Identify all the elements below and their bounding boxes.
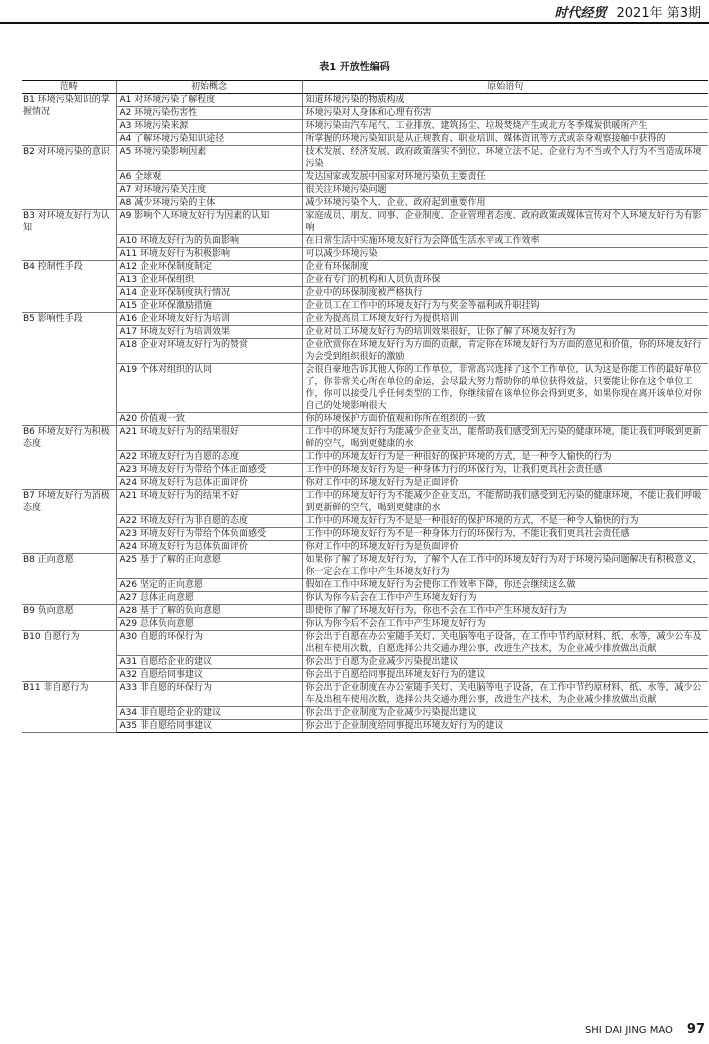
journal-brand: 时代经贸 — [554, 6, 607, 21]
table-row — [22, 300, 708, 313]
concept-cell: A11 环境友好行为积极影响 — [116, 248, 302, 261]
table-row — [22, 528, 708, 541]
sentence-cell: 你会出于企业制度在办公室随手关灯、关电脑等电子设备，在工作中节约原材料、纸、水等，减少公车及出租车使用次数，选择公共交通办理公事，改进生产技术，为企业减少排放做出贡献 — [302, 682, 708, 707]
sentence-cell: 你会出于企业制度给同事提出环境友好行为的建议 — [302, 720, 708, 733]
table-row — [22, 339, 708, 364]
table-row — [22, 720, 708, 733]
table-row — [22, 210, 708, 235]
category-cell: B2 对环境污染的意识 — [22, 146, 116, 210]
concept-cell: A33 非自愿的环保行为 — [116, 682, 302, 707]
table-row — [22, 133, 708, 146]
concept-cell: A14 企业环保制度执行情况 — [116, 287, 302, 300]
concept-cell: A10 环境友好行为的负面影响 — [116, 235, 302, 248]
category-cell: B4 控制性手段 — [22, 261, 116, 313]
concept-cell: A2 环境污染伤害性 — [116, 107, 302, 120]
sentence-cell: 企业员工在工作中的环境友好行为与奖金等福利或升职挂钩 — [302, 300, 708, 313]
sentence-cell: 企业对员工环境友好行为的培训效果很好，让你了解了环境友好行为 — [302, 326, 708, 339]
table-row — [22, 707, 708, 720]
footer-journal: SHI DAI JING MAO — [584, 1025, 673, 1036]
sentence-cell: 如果你了解了环境友好行为，了解个人在工作中的环境友好行为对于环境污染问题解决有积极意义，你一定会在工作中产生环境友好行为 — [302, 554, 708, 579]
table-row — [22, 554, 708, 579]
table-row — [22, 451, 708, 464]
sentence-cell: 你的环境保护方面价值观和你所在组织的一致 — [302, 413, 708, 426]
sentence-cell: 知道环境污染的物质构成 — [302, 94, 708, 107]
concept-cell: A28 基于了解的负向意愿 — [116, 605, 302, 618]
table-row — [22, 605, 708, 618]
concept-cell: A16 企业环境友好行为培训 — [116, 313, 302, 326]
concept-cell: A17 环境友好行为培训效果 — [116, 326, 302, 339]
table-row — [22, 541, 708, 554]
sentence-cell: 工作中的环境友好行为不是一种身体力行的环保行为，不能让我们更具社会责任感 — [302, 528, 708, 541]
sentence-cell: 环境污染对人身体和心理有伤害 — [302, 107, 708, 120]
concept-cell: A24 环境友好行为总体负面评价 — [116, 541, 302, 554]
concept-cell: A32 自愿给同事建议 — [116, 669, 302, 682]
table-row — [22, 248, 708, 261]
concept-cell: A29 总体负向意愿 — [116, 618, 302, 631]
table-row — [22, 313, 708, 326]
concept-cell: A23 环境友好行为带给个体负面感受 — [116, 528, 302, 541]
table-row — [22, 171, 708, 184]
table-row — [22, 515, 708, 528]
category-cell: B5 影响性手段 — [22, 313, 116, 426]
category-cell: B8 正向意愿 — [22, 554, 116, 605]
concept-cell: A27 总体正向意愿 — [116, 592, 302, 605]
concept-cell: A20 价值观一致 — [116, 413, 302, 426]
concept-cell: A3 环境污染来源 — [116, 120, 302, 133]
concept-cell: A22 环境友好行为自愿的态度 — [116, 451, 302, 464]
sentence-cell: 很关注环境污染问题 — [302, 184, 708, 197]
sentence-cell: 你对工作中的环境友好行为是正面评价 — [302, 477, 708, 490]
sentence-cell: 家庭成员、朋友、同事、企业制度、企业管理者态度、政府政策或媒体宣传对个人环境友好行为有影响 — [302, 210, 708, 235]
category-cell: B10 自愿行为 — [22, 631, 116, 682]
table-row — [22, 490, 708, 515]
concept-cell: A9 影响个人环境友好行为因素的认知 — [116, 210, 302, 235]
table-row — [22, 618, 708, 631]
table-row — [22, 184, 708, 197]
sentence-cell: 发达国家或发展中国家对环境污染负主要责任 — [302, 171, 708, 184]
category-cell: B11 非自愿行为 — [22, 682, 116, 733]
category-cell: B7 环境友好行为消极态度 — [22, 490, 116, 554]
sentence-cell: 工作中的环境友好行为能减少企业支出，能帮助我们感受到无污染的健康环境，能让我们呼吸到更新鲜的空气，喝到更健康的水 — [302, 426, 708, 451]
sentence-cell: 企业有环保制度 — [302, 261, 708, 274]
page-header — [0, 0, 709, 26]
concept-cell: A7 对环境污染关注度 — [116, 184, 302, 197]
sentence-cell: 环境污染由汽车尾气、工业排放、建筑扬尘、垃圾焚烧产生或北方冬季煤炭供暖所产生 — [302, 120, 708, 133]
concept-cell: A5 环境污染影响因素 — [116, 146, 302, 171]
page-footer — [585, 1022, 705, 1037]
sentence-cell: 假如在工作中环境友好行为会使你工作效率下降，你还会继续这么做 — [302, 579, 708, 592]
sentence-cell: 即使你了解了环境友好行为，你也不会在工作中产生环境友好行为 — [302, 605, 708, 618]
concept-cell: A15 企业环保激励措施 — [116, 300, 302, 313]
sentence-cell: 你会出于企业制度为企业减少污染提出建议 — [302, 707, 708, 720]
sentence-cell: 工作中的环境友好行为是一种很好的保护环境的方式，是一种令人愉快的行为 — [302, 451, 708, 464]
table-row — [22, 197, 708, 210]
sentence-cell: 所掌握的环境污染知识是从正规教育、职业培训、媒体资讯等方式或亲身观察接触中获得的 — [302, 133, 708, 146]
sentence-cell: 企业欣赏你在环境友好行为方面的贡献，肯定你在环境友好行为方面的意见和价值，你的环境友好行为会受到组织很好的激励 — [302, 339, 708, 364]
column-header: 初始概念 — [116, 81, 302, 94]
table-row — [22, 669, 708, 682]
concept-cell: A13 企业环保组织 — [116, 274, 302, 287]
table-row — [22, 364, 708, 413]
concept-cell: A35 非自愿给同事建议 — [116, 720, 302, 733]
issue-label: 2021年 第3期 — [616, 6, 701, 21]
table-row — [22, 413, 708, 426]
sentence-cell: 在日常生活中实施环境友好行为会降低生活水平或工作效率 — [302, 235, 708, 248]
sentence-cell: 减少环境污染个人、企业、政府起到重要作用 — [302, 197, 708, 210]
table-body — [22, 94, 708, 733]
table-row — [22, 235, 708, 248]
table-row — [22, 120, 708, 133]
table-row — [22, 326, 708, 339]
concept-cell: A21 环境友好行为的结果很好 — [116, 426, 302, 451]
header-line — [554, 2, 701, 21]
category-cell: B6 环境友好行为积极态度 — [22, 426, 116, 490]
table-row — [22, 146, 708, 171]
concept-cell: A4 了解环境污染知识途径 — [116, 133, 302, 146]
table-header-row — [22, 81, 708, 94]
concept-cell: A31 自愿给企业的建议 — [116, 656, 302, 669]
sentence-cell: 技术发展、经济发展、政府政策落实不到位、环境立法不足、企业行为不当或个人行为不当造成环境污染 — [302, 146, 708, 171]
sentence-cell: 可以减少环境污染 — [302, 248, 708, 261]
table-row — [22, 656, 708, 669]
table-row — [22, 464, 708, 477]
sentence-cell: 企业有专门的机构和人员负责环保 — [302, 274, 708, 287]
table-row — [22, 631, 708, 656]
category-cell: B3 对环境友好行为认知 — [22, 210, 116, 261]
sentence-cell: 你会出于自愿在办公室随手关灯、关电脑等电子设备，在工作中节约原材料、纸、水等，减少公车及出租车使用次数，自愿选择公共交通办理公事，改进生产技术，为企业减少排放做出贡献 — [302, 631, 708, 656]
column-header: 范畴 — [22, 81, 116, 94]
concept-cell: A18 企业对环境友好行为的赞赏 — [116, 339, 302, 364]
table-caption: 表1 开放性编码 — [319, 62, 390, 73]
concept-cell: A21 环境友好行为的结果不好 — [116, 490, 302, 515]
concept-cell: A25 基于了解的正向意愿 — [116, 554, 302, 579]
sentence-cell: 企业中的环保制度被严格执行 — [302, 287, 708, 300]
sentence-cell: 你会出于自愿为企业减少污染提出建议 — [302, 656, 708, 669]
sentence-cell: 企业为提高员工环境友好行为提供培训 — [302, 313, 708, 326]
concept-cell: A19 个体对组织的认同 — [116, 364, 302, 413]
open-coding-table — [22, 80, 708, 733]
table-row — [22, 426, 708, 451]
header-rule — [0, 22, 709, 24]
concept-cell: A30 自愿的环保行为 — [116, 631, 302, 656]
concept-cell: A23 环境友好行为带给个体正面感受 — [116, 464, 302, 477]
sentence-cell: 你会出于自愿给同事提出环境友好行为的建议 — [302, 669, 708, 682]
sentence-cell: 你对工作中的环境友好行为是负面评价 — [302, 541, 708, 554]
concept-cell: A6 全球观 — [116, 171, 302, 184]
table-row — [22, 579, 708, 592]
sentence-cell: 工作中的环境友好行为不是是一种很好的保护环境的方式，不是一种令人愉快的行为 — [302, 515, 708, 528]
concept-cell: A22 环境友好行为非自愿的态度 — [116, 515, 302, 528]
table-row — [22, 107, 708, 120]
concept-cell: A34 非自愿给企业的建议 — [116, 707, 302, 720]
sentence-cell: 会很自豪地告诉其他人你的工作单位，非常高兴选择了这个工作单位，认为这是你能工作的最好单位了，你非常关心所在单位的命运，会尽最大努力帮助你的单位获得效益，只要能让你在这个单位工作，你可以接受几乎任何类型的工作，你继续留在该单位你会得到更多，如果你现在离开该单位对你自己的处境影响很大 — [302, 364, 708, 413]
table-row — [22, 261, 708, 274]
table-row — [22, 287, 708, 300]
category-cell: B1 环境污染知识的掌握情况 — [22, 94, 116, 146]
category-cell: B9 负向意愿 — [22, 605, 116, 631]
table-row — [22, 477, 708, 490]
concept-cell: A12 企业环保制度制定 — [116, 261, 302, 274]
column-header: 原始语句 — [302, 81, 708, 94]
table-row — [22, 274, 708, 287]
page-number: 97 — [686, 1022, 705, 1037]
concept-cell: A8 减少环境污染的主体 — [116, 197, 302, 210]
table-row — [22, 592, 708, 605]
table-row — [22, 94, 708, 107]
sentence-cell: 工作中的环境友好行为是一种身体力行的环保行为，让我们更具社会责任感 — [302, 464, 708, 477]
sentence-cell: 你认为你今后会在工作中产生环境友好行为 — [302, 592, 708, 605]
concept-cell: A24 环境友好行为总体正面评价 — [116, 477, 302, 490]
sentence-cell: 工作中的环境友好行为不能减少企业支出，不能帮助我们感受到无污染的健康环境，不能让我们呼吸到更新鲜的空气，喝到更健康的水 — [302, 490, 708, 515]
concept-cell: A26 坚定的正向意愿 — [116, 579, 302, 592]
table-row — [22, 682, 708, 707]
sentence-cell: 你认为你今后不会在工作中产生环境友好行为 — [302, 618, 708, 631]
concept-cell: A1 对环境污染了解程度 — [116, 94, 302, 107]
